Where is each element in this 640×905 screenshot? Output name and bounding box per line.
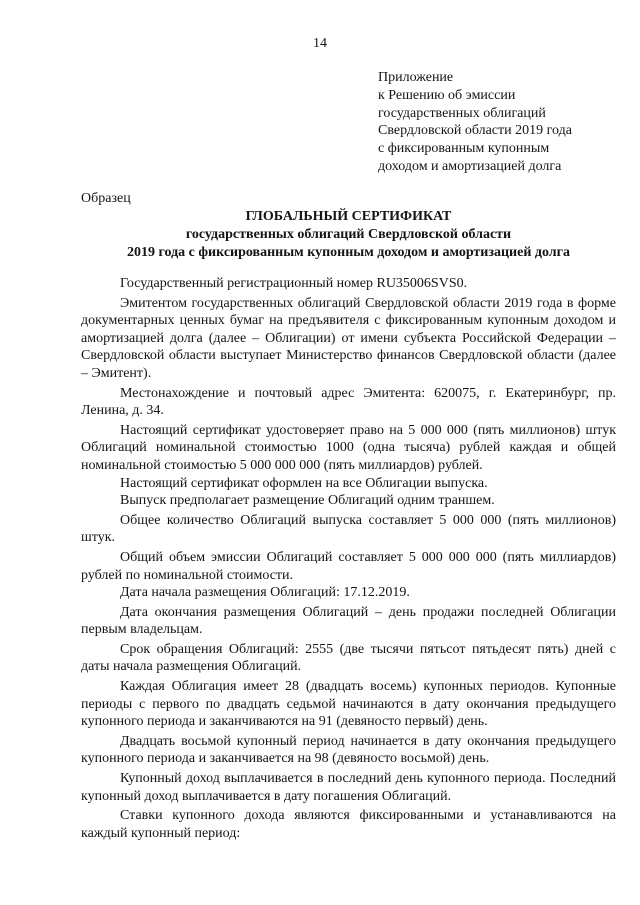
- registration-number-paragraph: Государственный регистрационный номер RU35006SVS0.: [120, 276, 468, 291]
- term-paragraph: Срок обращения Облигаций: 2555 (две тысячи пятьсот пятьдесят пять) дней с даты начала размещения Облигаций.: [81, 641, 616, 675]
- quantity-paragraph: Общее количество Облигаций выпуска составляет 5 000 000 (пять миллионов) штук.: [81, 512, 616, 546]
- page-number: 14: [313, 36, 327, 51]
- appendix-line: с фиксированным купонным: [378, 141, 550, 157]
- sample-label: Образец: [81, 191, 131, 206]
- title-line-2: государственных облигаций Свердловской области: [185, 227, 512, 242]
- appendix-line: Приложение: [378, 70, 454, 85]
- address-paragraph: Местонахождение и почтовый адрес Эмитента: 620075, г. Екатеринбург, пр. Ленина, д. 34.: [81, 385, 616, 419]
- certificate-body: [81, 275, 616, 842]
- tranche-paragraph: Выпуск предполагает размещение Облигаций одним траншем.: [120, 493, 495, 509]
- start-date-paragraph: Дата начала размещения Облигаций: 17.12.2019.: [120, 585, 410, 601]
- end-date-paragraph: Дата окончания размещения Облигаций – день продажи последней Облигации первым владельцам.: [81, 604, 616, 638]
- issuer-paragraph: Эмитентом государственных облигаций Свердловской области 2019 года в форме документарных ценных бумаг на предъявителя с фиксированным купонным доходом и амортизацией долга (далее – Облигации) от имени субъекта Российской Федерации – Свердловской области выступает Министерство финансов Свердловской области (далее – Эмитент).: [81, 295, 616, 381]
- appendix-line: доходом и амортизацией долга: [378, 158, 562, 174]
- title-line-1: ГЛОБАЛЬНЫЙ СЕРТИФИКАТ: [245, 209, 452, 224]
- appendix-line: Свердловской области 2019 года: [378, 123, 572, 139]
- appendix-note: [378, 69, 618, 176]
- coupon-periods-paragraph: Каждая Облигация имеет 28 (двадцать восемь) купонных периодов. Купонные периоды с первого по двадцать седьмой начинаются в дату окончания предыдущего купонного периода и заканчиваются на 91 (девяносто первый) день.: [81, 679, 616, 730]
- volume-paragraph: Общий объем эмиссии Облигаций составляет 5 000 000 000 (пять миллиардов) рублей по номинальной стоимости.: [81, 549, 616, 583]
- title-line-3: 2019 года с фиксированным купонным доходом и амортизацией долга: [126, 245, 571, 260]
- coverage-paragraph: Настоящий сертификат оформлен на все Облигации выпуска.: [120, 475, 488, 491]
- rights-paragraph: Настоящий сертификат удостоверяет право на 5 000 000 (пять миллионов) штук Облигаций номинальной стоимостью 1000 (одна тысяча) рублей каждая и общей номинальной стоимостью 5 000 000 000 (пять миллиардов) рублей.: [81, 422, 616, 473]
- document-title: [81, 208, 616, 262]
- coupon-rates-paragraph: Ставки купонного дохода являются фиксированными и устанавливаются на каждый купонный период:: [81, 808, 616, 841]
- coupon-payment-paragraph: Купонный доход выплачивается в последний день купонного периода. Последний купонный доход выплачивается в дату погашения Облигаций.: [81, 771, 616, 804]
- appendix-line: государственных облигаций: [378, 105, 546, 121]
- appendix-line: к Решению об эмиссии: [378, 87, 516, 103]
- last-period-paragraph: Двадцать восьмой купонный период начинается в дату окончания предыдущего купонного периода и заканчивается на 98 (девяносто восьмой) день.: [81, 733, 616, 767]
